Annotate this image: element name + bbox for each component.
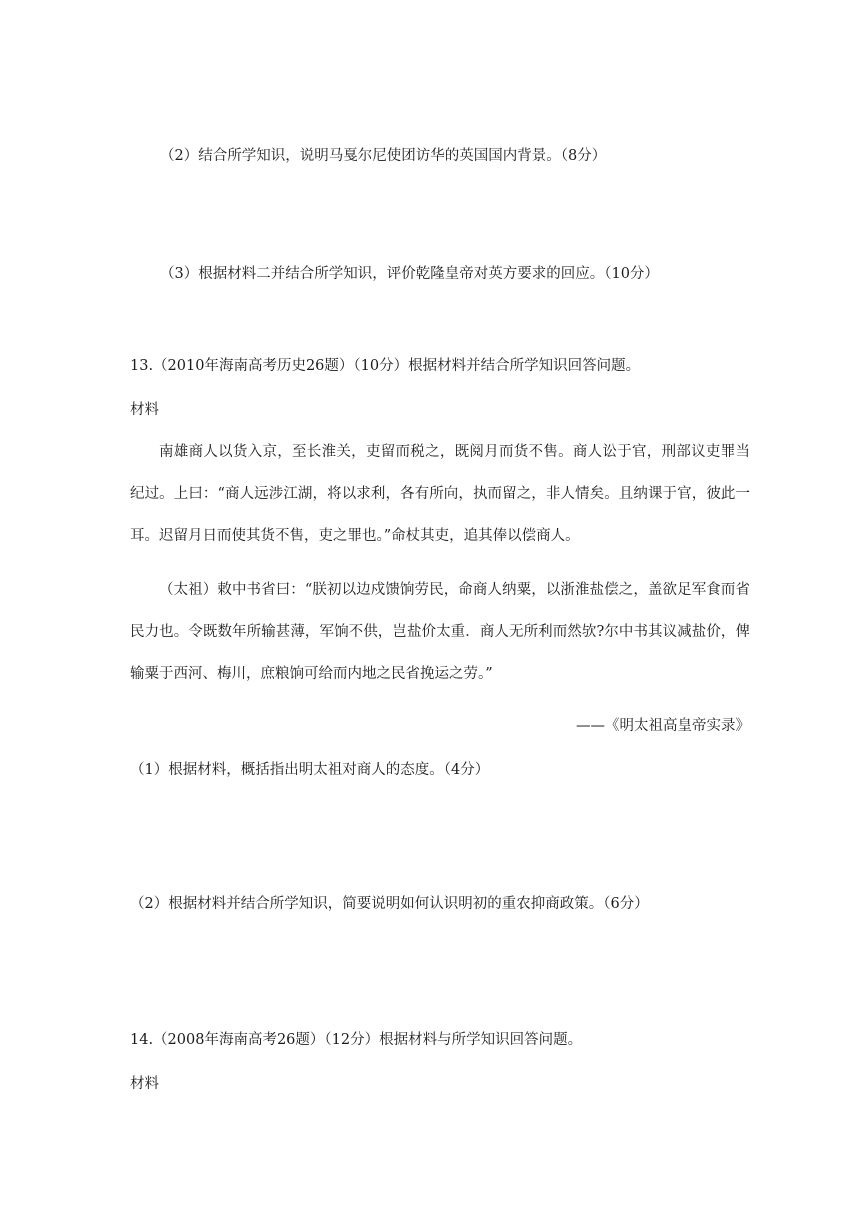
q13-part1-question: （1）根据材料，概括指出明太祖对商人的态度。（4分） [130, 762, 490, 778]
q12-part2-question: （2）结合所学知识，说明马戛尔尼使团访华的英国国内背景。（8分） [160, 148, 607, 164]
q13-material-label: 材料 [130, 402, 159, 418]
q13-material-source: ——《明太祖高皇帝实录》 [576, 718, 750, 734]
q14-header: 14.（2008年海南高考26题）（12分）根据材料与所学知识回答问题。 [130, 1032, 583, 1048]
q13-material-paragraph-2: （太祖）敕中书省曰：“朕初以边戍馈饷劳民，命商人纳粟，以浙淮盐偿之，盖欲足军食而省民力也。令既数年所输甚薄，军饷不供，岂盐价太重．商人无所利而然欤?尔中书其议减盐价，俾输粟于西河、梅川，庶粮饷可给而内地之民省挽运之劳。” [130, 582, 750, 682]
q14-material-label: 材料 [130, 1076, 159, 1092]
q13-material-paragraph-1: 南雄商人以货入京，至长淮关，吏留而税之，既阅月而货不售。商人讼于官，刑部议吏罪当纪过。上曰：“商人远涉江湖，将以求利，各有所向，执而留之，非人情矣。且纳课于官，彼此一耳。迟留月日而使其货不售，吏之罪也。”命杖其吏，追其俸以偿商人。 [130, 444, 750, 544]
q13-header: 13.（2010年海南高考历史26题）（10分）根据材料并结合所学知识回答问题。 [130, 358, 641, 374]
q12-part3-question: （3）根据材料二并结合所学知识，评价乾隆皇帝对英方要求的回应。（10分） [160, 266, 659, 282]
q13-part2-question: （2）根据材料并结合所学知识，简要说明如何认识明初的重农抑商政策。（6分） [130, 896, 649, 912]
